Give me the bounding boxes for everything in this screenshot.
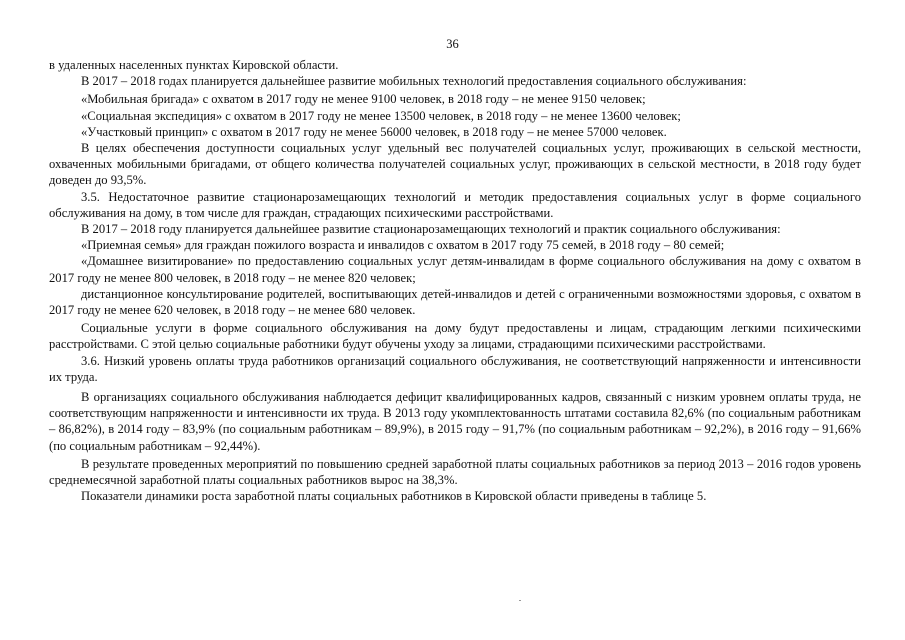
list-item: «Приемная семья» для граждан пожилого возраста и инвалидов с охватом в 2017 году 75 семей, в 2018 году – 80 семей; xyxy=(81,238,725,253)
list-item: «Мобильная бригада» с охватом в 2017 году не менее 9100 человек, в 2018 году – не менее 9150 человек; xyxy=(81,92,646,107)
scan-speck xyxy=(519,600,521,601)
section-heading: 3.5. Недостаточное развитие стационарозамещающих технологий и методик предоставления социальных услуг в форме социального обслуживания на дому, в том числе для граждан, страдающих психическими расстройствами. xyxy=(49,189,861,220)
paragraph: В целях обеспечения доступности социальных услуг удельный вес получателей социальных услуг, проживающих в сельской местности, охваченных мобильными бригадами, от общего количества получателей социальных услуг, проживающих в сельской местности, в 2018 году будет доведен до 93,5%. xyxy=(49,141,861,188)
list-item: «Участковый принцип» с охватом в 2017 году не менее 56000 человек, в 2018 году – не менее 57000 человек. xyxy=(81,124,667,139)
paragraph: Показатели динамики роста заработной платы социальных работников в Кировской области приведены в таблице 5. xyxy=(81,489,707,504)
paragraph: В результате проведенных мероприятий по повышению средней заработной платы социальных работников за период 2013 – 2016 годов уровень среднемесячной заработной платы социальных работников вырос на 38,3%. xyxy=(49,456,861,488)
section-heading: 3.6. Низкий уровень оплаты труда работников организаций социального обслуживания, не соответствующий напряженности и интенсивности их труда. xyxy=(49,353,861,384)
paragraph: В 2017 – 2018 годах планируется дальнейшее развитие мобильных технологий предоставления социального обслуживания: xyxy=(81,74,747,89)
paragraph: в удаленных населенных пунктах Кировской области. xyxy=(49,58,339,72)
paragraph: В 2017 – 2018 году планируется дальнейшее развитие стационарозамещающих технологий и практик социального обслуживания: xyxy=(81,222,781,237)
paragraph: Социальные услуги в форме социального обслуживания на дому будут предоставлены и лицам, страдающим легкими психическими расстройствами. С этой целью социальные работники будут обучены уходу за лицами, страдающими психическими расстройствами. xyxy=(49,321,861,352)
list-item: «Социальная экспедиция» с охватом в 2017 году не менее 13500 человек, в 2018 году – не менее 13600 человек; xyxy=(81,108,681,123)
document-body xyxy=(49,57,861,504)
paragraph: В организациях социального обслуживания наблюдается дефицит квалифицированных кадров, связанный с низким уровнем оплаты труда, не соответствующим напряженности и интенсивности их труда. В 2013 году укомплектованность штатами составила 82,6% (по социальным работникам – 86,82%), в 2014 году – 83,9% (по социальным работникам – 89,9%), в 2015 году – 91,7% (по социальным работникам – 92,2%), в 2016 году – 91,66% (по социальным работникам – 92,44%). xyxy=(49,390,861,453)
list-item: «Домашнее визитирование» по предоставлению социальных услуг детям-инвалидам в форме социального обслуживания на дому с охватом в 2017 году не менее 800 человек, в 2018 году – не менее 820 человек; xyxy=(49,254,861,285)
list-item: дистанционное консультирование родителей, воспитывающих детей-инвалидов и детей с ограниченными возможностями здоровья, с охватом в 2017 году не менее 620 человек, в 2018 году – не менее 680 человек. xyxy=(49,286,861,318)
page-number: 36 xyxy=(446,37,459,51)
